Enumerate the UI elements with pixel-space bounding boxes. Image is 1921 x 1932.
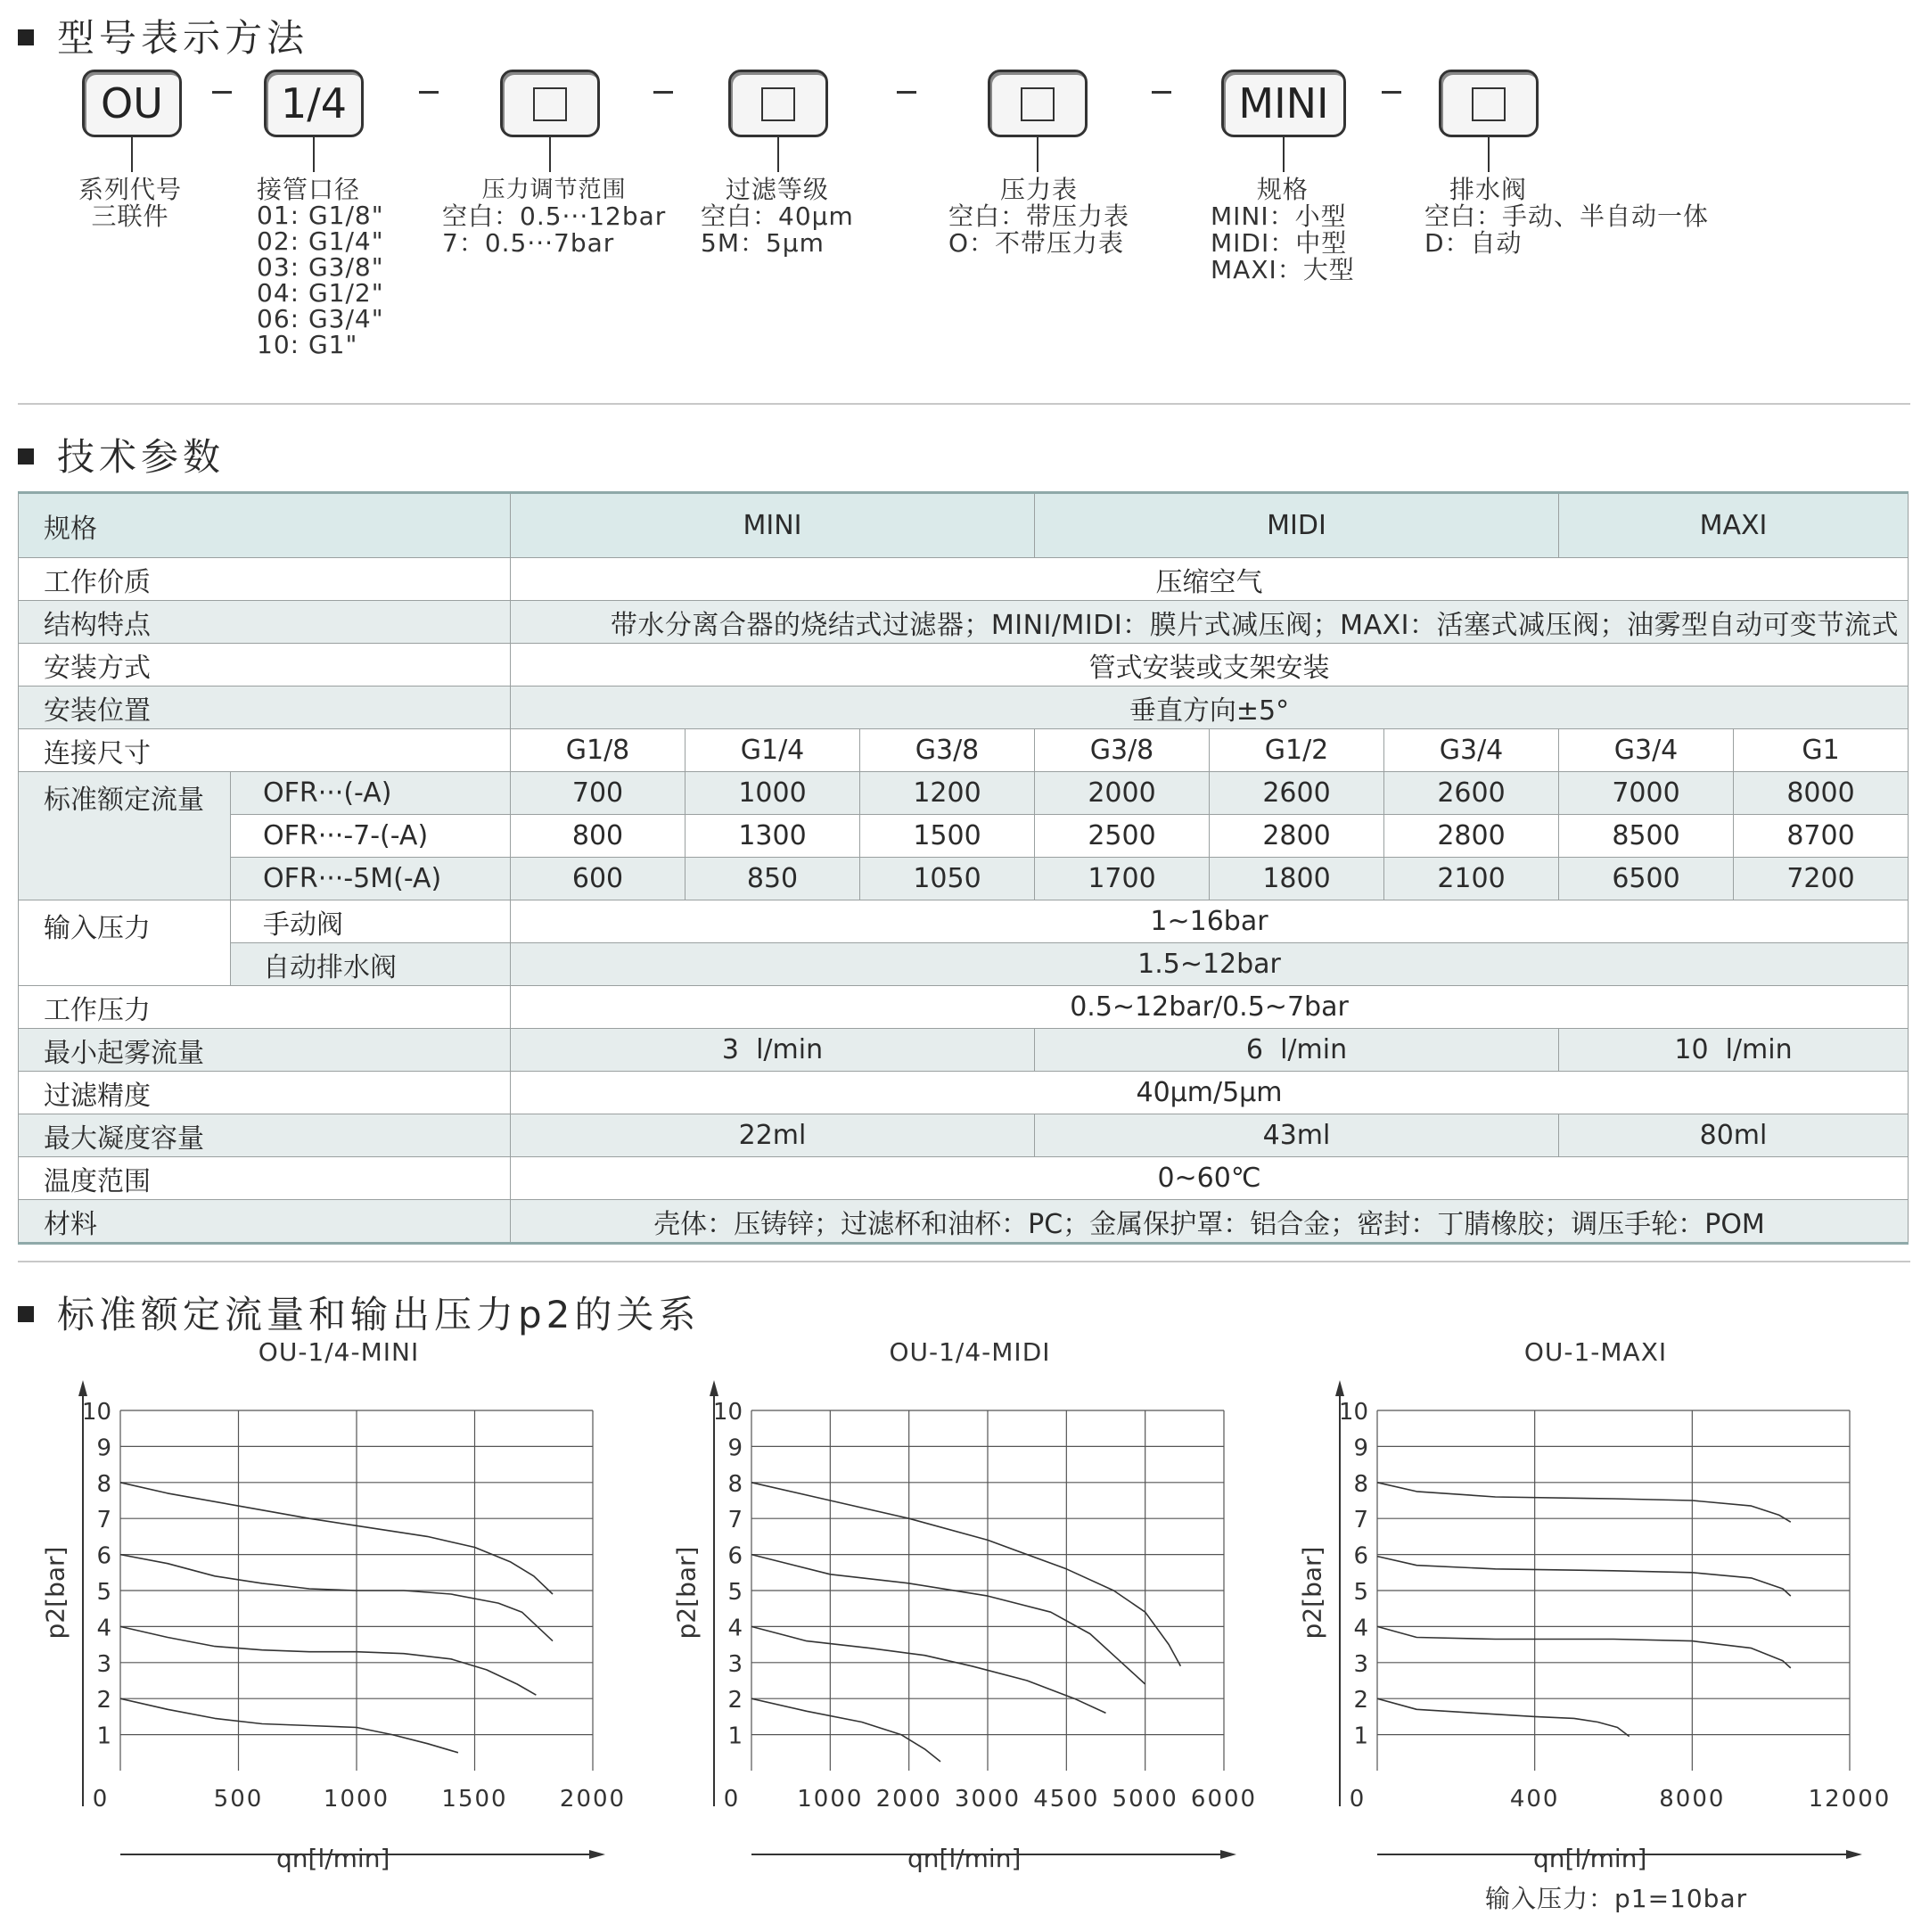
table-cell: 1700 [1035, 858, 1210, 900]
model-desc-line: 空白：手动、半自动一体 [1424, 201, 1710, 231]
model-desc-line: O：不带压力表 [948, 228, 1125, 258]
table-cell: 连接尺寸 [19, 729, 511, 772]
model-dash [1382, 91, 1401, 94]
table-row [19, 686, 1909, 729]
table-cell: 2000 [1035, 772, 1210, 815]
y-tick-label: 7 [727, 1507, 743, 1534]
table-cell: 最大凝度容量 [19, 1114, 511, 1157]
y-tick-label: 9 [96, 1435, 111, 1462]
y-tick-label: 1 [96, 1722, 111, 1750]
model-desc-line: MIDI：中型 [1211, 228, 1348, 258]
table-cell: 安装方式 [19, 644, 511, 686]
y-tick-label: 5 [727, 1579, 743, 1606]
model-desc-line: 03: G3/8" [257, 252, 384, 282]
divider [18, 1261, 1910, 1262]
x-tick-label: 8000 [1659, 1786, 1726, 1813]
table-cell: 8700 [1734, 815, 1909, 858]
table-cell: 工作压力 [19, 986, 511, 1029]
table-cell: 0~60℃ [511, 1157, 1909, 1200]
series-line [120, 1698, 458, 1753]
model-desc-line: MAXI：大型 [1211, 255, 1355, 284]
series-line [120, 1626, 536, 1695]
x-axis-label: qn[l/min] [276, 1844, 390, 1873]
x-tick-label: 4500 [1033, 1786, 1100, 1813]
y-tick-label: 2 [727, 1687, 743, 1714]
model-desc-head: 系列代号 [78, 175, 183, 204]
model-desc-line: 空白：40μm [701, 201, 854, 231]
model-desc-line: 三联件 [91, 201, 169, 231]
series-line [751, 1626, 1106, 1713]
table-cell: G1/4 [685, 729, 860, 772]
model-dash [653, 91, 673, 94]
model-desc-line: 5M：5μm [701, 228, 825, 258]
model-desc-line: 10: G1" [257, 330, 358, 359]
series-line [120, 1555, 553, 1641]
table-cell: 0.5~12bar/0.5~7bar [511, 986, 1909, 1029]
model-dash [1152, 91, 1171, 94]
bullet-square-icon [18, 448, 34, 465]
x-tick-label: 1000 [797, 1786, 864, 1813]
x-tick-label: 0 [92, 1786, 110, 1813]
model-desc-gauge [948, 177, 1129, 257]
x-axis-arrow-icon [1220, 1850, 1236, 1859]
table-cell: G3/4 [1559, 729, 1734, 772]
table-cell: G3/8 [860, 729, 1035, 772]
model-box-size [1221, 70, 1346, 137]
model-desc-line: D：自动 [1424, 228, 1523, 258]
table-cell: MIDI [1035, 493, 1559, 558]
table-cell: 8500 [1559, 815, 1734, 858]
blank-square-icon [761, 87, 795, 121]
table-cell: 规格 [19, 493, 511, 558]
table-cell: 80ml [1559, 1114, 1909, 1157]
y-axis-arrow-icon [1335, 1380, 1344, 1396]
y-tick-label: 9 [1353, 1435, 1368, 1462]
table-cell: 2600 [1210, 772, 1384, 815]
leader-line [549, 135, 551, 172]
model-desc-head: 压力调节范围 [481, 177, 627, 203]
table-cell: 6 l/min [1035, 1029, 1559, 1072]
table-cell: 工作价质 [19, 558, 511, 601]
model-desc-head: 过滤等级 [725, 175, 829, 204]
table-cell: MINI [511, 493, 1035, 558]
x-tick-label: 400 [1509, 1786, 1560, 1813]
model-box-port-text: 1/4 [280, 79, 348, 127]
y-tick-label: 10 [1338, 1399, 1368, 1426]
table-cell: 温度范围 [19, 1157, 511, 1200]
table-cell: 3 l/min [511, 1029, 1035, 1072]
table-row [19, 729, 1909, 772]
y-tick-label: 6 [1353, 1542, 1368, 1570]
model-box-filter-grade [728, 70, 828, 137]
series-line [751, 1698, 940, 1762]
table-row [19, 558, 1909, 601]
x-tick-label: 2000 [559, 1786, 627, 1813]
table-cell: G1 [1734, 729, 1909, 772]
x-axis-arrow-icon [589, 1850, 605, 1859]
table-cell: 10 l/min [1559, 1029, 1909, 1072]
x-tick-label: 0 [723, 1786, 741, 1813]
y-tick-label: 8 [727, 1470, 743, 1498]
y-axis-arrow-icon [710, 1380, 718, 1396]
table-cell: 1000 [685, 772, 860, 815]
y-tick-label: 6 [727, 1542, 743, 1570]
model-desc-size [1211, 177, 1355, 284]
section-title-flow [18, 1286, 700, 1339]
y-axis-label: p2[bar] [1297, 1546, 1327, 1640]
model-desc-line: 06: G3/4" [257, 304, 384, 333]
model-box-gauge [988, 70, 1088, 137]
section-title-model-text: 型号表示方法 [57, 16, 309, 60]
model-desc-port [257, 177, 384, 358]
model-desc-line: 01: G1/8" [257, 201, 384, 230]
model-dash [212, 91, 232, 94]
table-cell: 850 [685, 858, 860, 900]
table-cell: 1200 [860, 772, 1035, 815]
table-row [19, 986, 1909, 1029]
model-dash [419, 91, 439, 94]
table-cell: 8000 [1734, 772, 1909, 815]
y-tick-label: 5 [1353, 1579, 1368, 1606]
table-cell: 600 [511, 858, 685, 900]
table-cell: 2800 [1210, 815, 1384, 858]
table-cell: 2800 [1384, 815, 1559, 858]
table-cell: 2600 [1384, 772, 1559, 815]
leader-line [1488, 135, 1490, 172]
table-cell: 22ml [511, 1114, 1035, 1157]
x-tick-label: 12000 [1808, 1786, 1892, 1813]
y-tick-label: 9 [727, 1435, 743, 1462]
chart-svg [36, 1337, 642, 1908]
chart-title: OU-1/4-MINI [258, 1337, 420, 1367]
model-desc-head: 接管口径 [257, 175, 361, 204]
bullet-square-icon [18, 1306, 34, 1322]
chart-maxi [1293, 1337, 1892, 1913]
x-tick-label: 1500 [441, 1786, 508, 1813]
table-cell: 安装位置 [19, 686, 511, 729]
table-cell: 1500 [860, 815, 1035, 858]
table-cell: 2500 [1035, 815, 1210, 858]
table-cell: G1/8 [511, 729, 685, 772]
y-tick-label: 4 [1353, 1615, 1368, 1642]
x-tick-label: 6000 [1190, 1786, 1258, 1813]
model-box-size-text: MINI [1238, 79, 1329, 127]
table-cell: 40μm/5μm [511, 1072, 1909, 1114]
table-cell: 1800 [1210, 858, 1384, 900]
table-cell: OFR···(-A) [231, 772, 511, 815]
blank-square-icon [1021, 87, 1055, 121]
model-desc-line: MINI：小型 [1211, 201, 1347, 231]
y-tick-label: 2 [1353, 1687, 1368, 1714]
table-cell: MAXI [1559, 493, 1909, 558]
table-row [19, 815, 1909, 858]
y-tick-label: 10 [81, 1399, 111, 1426]
table-cell: 自动排水阀 [231, 943, 511, 986]
leader-line [313, 135, 315, 172]
series-line [1377, 1698, 1630, 1736]
table-row [19, 601, 1909, 644]
y-tick-label: 3 [727, 1650, 743, 1678]
y-tick-label: 7 [1353, 1507, 1368, 1534]
series-line [751, 1555, 1145, 1684]
y-tick-label: 1 [727, 1722, 743, 1750]
series-line [1377, 1483, 1791, 1522]
x-tick-label: 0 [1349, 1786, 1367, 1813]
model-desc-line: 空白：0.5···12bar [442, 201, 667, 231]
model-desc-drain [1424, 177, 1709, 257]
table-cell: 带水分离合器的烧结式过滤器；MINI/MIDI：膜片式减压阀；MAXI：活塞式减压阀；油雾型自动可变节流式 [511, 601, 1909, 644]
table-cell: 过滤精度 [19, 1072, 511, 1114]
table-cell: 1~16bar [511, 900, 1909, 943]
blank-square-icon [533, 87, 567, 121]
table-cell: OFR···-7-(-A) [231, 815, 511, 858]
table-row [19, 493, 1909, 558]
table-row [19, 772, 1909, 815]
table-cell: 2100 [1384, 858, 1559, 900]
table-cell: 管式安装或支架安装 [511, 644, 1909, 686]
table-cell: 结构特点 [19, 601, 511, 644]
y-tick-label: 4 [727, 1615, 743, 1642]
series-line [1377, 1626, 1791, 1668]
y-tick-label: 6 [96, 1542, 111, 1570]
y-tick-label: 2 [96, 1687, 111, 1714]
model-desc-series [78, 177, 182, 230]
x-axis-label: qn[l/min] [1533, 1844, 1647, 1873]
table-cell: 1.5~12bar [511, 943, 1909, 986]
table-row [19, 1200, 1909, 1244]
x-axis-label: qn[l/min] [907, 1844, 1022, 1873]
chart-midi [667, 1337, 1258, 1908]
x-tick-label: 2000 [875, 1786, 942, 1813]
model-box-series-text: OU [101, 79, 163, 127]
table-row [19, 943, 1909, 986]
section-title-tech [18, 428, 225, 481]
model-desc-head: 排水阀 [1449, 175, 1528, 204]
model-desc-line: 7：0.5···7bar [442, 228, 615, 258]
table-row [19, 1029, 1909, 1072]
table-cell: OFR···-5M(-A) [231, 858, 511, 900]
y-tick-label: 8 [96, 1470, 111, 1498]
model-desc-head: 压力表 [1000, 175, 1079, 204]
model-desc-filter-grade [701, 177, 854, 257]
y-tick-label: 7 [96, 1507, 111, 1534]
y-tick-label: 4 [96, 1615, 111, 1642]
model-box-drain [1439, 70, 1539, 137]
model-desc-line: 空白：带压力表 [948, 201, 1130, 231]
table-row [19, 1072, 1909, 1114]
table-cell: 垂直方向±5° [511, 686, 1909, 729]
model-code-diagram [0, 0, 1921, 392]
x-tick-label: 5000 [1112, 1786, 1178, 1813]
chart-title: OU-1/4-MIDI [889, 1337, 1051, 1367]
model-desc-line: 02: G1/4" [257, 226, 384, 256]
model-dash [897, 91, 916, 94]
section-title-flow-text: 标准额定流量和输出压力p2的关系 [57, 1293, 701, 1336]
model-box-port [264, 70, 364, 137]
x-axis-arrow-icon [1846, 1850, 1862, 1859]
model-desc-head: 规格 [1256, 175, 1309, 204]
y-tick-label: 3 [96, 1650, 111, 1678]
spec-table [18, 491, 1909, 1245]
blank-square-icon [1472, 87, 1506, 121]
model-desc-pressure-range [442, 177, 666, 257]
table-cell: 1050 [860, 858, 1035, 900]
leader-line [1037, 135, 1038, 172]
x-tick-label: 3000 [954, 1786, 1022, 1813]
leader-line [131, 135, 133, 172]
series-line [120, 1483, 553, 1594]
table-cell: 6500 [1559, 858, 1734, 900]
table-cell: 输入压力 [19, 900, 231, 986]
divider [18, 403, 1910, 405]
table-cell: 700 [511, 772, 685, 815]
chart-svg [667, 1337, 1273, 1908]
table-cell: 最小起雾流量 [19, 1029, 511, 1072]
table-row [19, 1114, 1909, 1157]
table-row [19, 900, 1909, 943]
model-box-series [82, 70, 182, 137]
table-cell: G1/2 [1210, 729, 1384, 772]
table-cell: G3/8 [1035, 729, 1210, 772]
table-row [19, 1157, 1909, 1200]
table-row [19, 858, 1909, 900]
table-cell: G3/4 [1384, 729, 1559, 772]
table-cell: 壳体：压铸锌；过滤杯和油杯：PC；金属保护罩：铝合金；密封：丁腈橡胶；调压手轮：POM [511, 1200, 1909, 1244]
table-cell: 7200 [1734, 858, 1909, 900]
y-axis-arrow-icon [78, 1380, 87, 1396]
x-tick-label: 500 [213, 1786, 264, 1813]
y-tick-label: 5 [96, 1579, 111, 1606]
table-cell: 手动阀 [231, 900, 511, 943]
table-cell: 43ml [1035, 1114, 1559, 1157]
table-cell: 800 [511, 815, 685, 858]
x-tick-label: 1000 [323, 1786, 390, 1813]
leader-line [777, 135, 779, 172]
y-tick-label: 8 [1353, 1470, 1368, 1498]
y-axis-label: p2[bar] [671, 1546, 702, 1640]
series-line [751, 1483, 1180, 1666]
table-row [19, 644, 1909, 686]
chart-title: OU-1-MAXI [1523, 1337, 1668, 1367]
y-tick-label: 10 [712, 1399, 743, 1426]
table-cell: 压缩空气 [511, 558, 1909, 601]
table-cell: 1300 [685, 815, 860, 858]
y-tick-label: 1 [1353, 1722, 1368, 1750]
chart-footnote: 输入压力：p1=10bar [1485, 1884, 1748, 1913]
chart-mini [36, 1337, 627, 1908]
leader-line [1283, 135, 1285, 172]
table-cell: 标准额定流量 [19, 772, 231, 900]
section-title-tech-text: 技术参数 [57, 435, 226, 479]
table-cell: 7000 [1559, 772, 1734, 815]
y-axis-label: p2[bar] [40, 1546, 70, 1640]
chart-svg [1293, 1337, 1899, 1908]
y-tick-label: 3 [1353, 1650, 1368, 1678]
model-desc-line: 04: G1/2" [257, 278, 384, 308]
model-box-pressure-range [500, 70, 600, 137]
table-cell: 材料 [19, 1200, 511, 1244]
